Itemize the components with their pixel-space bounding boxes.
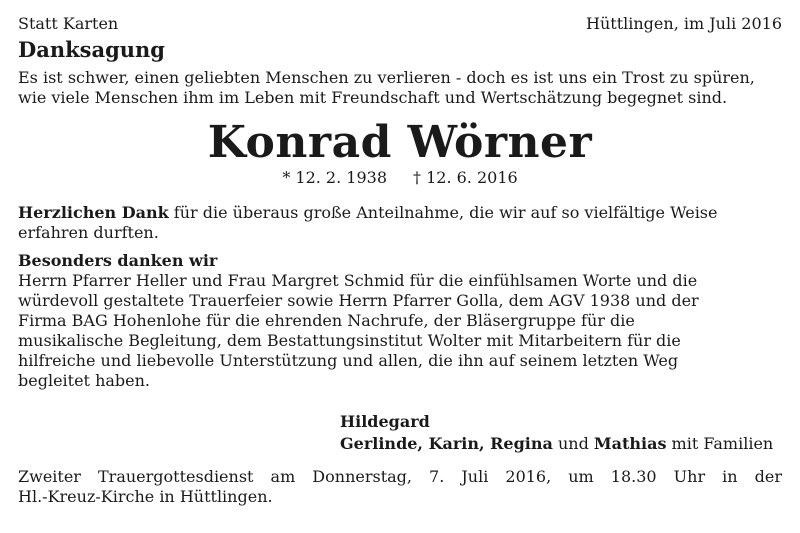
thanks-bold: Herzlichen Dank <box>18 203 169 222</box>
signature-line <box>340 433 782 455</box>
intro-text <box>18 68 782 108</box>
thanks-text: für die überaus große Anteilnahme, die wir auf so vielfältige Weise <box>168 203 718 222</box>
intro-line: wie viele Menschen ihm im Leben mit Freundschaft und Wertschätzung begegnet sind. <box>18 88 728 107</box>
top-line <box>18 14 782 34</box>
special-thanks-line: hilfreiche und liebevolle Unterstützung und allen, die ihn auf seinem letzten Weg <box>18 351 679 370</box>
birth-date: * 12. 2. 1938 <box>282 168 387 187</box>
notice-heading: Danksagung <box>18 37 165 62</box>
service-line: Hl.-Kreuz-Kirche in Hüttlingen. <box>18 487 273 506</box>
life-dates <box>18 168 782 188</box>
deceased-name: Konrad Wörner <box>207 117 593 168</box>
special-thanks-line: Herrn Pfarrer Heller und Frau Margret Schmid für die einfühlsamen Worte und die <box>18 271 698 290</box>
obituary-notice <box>18 14 782 520</box>
signature-name: Hildegard <box>340 412 430 431</box>
thanks-line: erfahren durften. <box>18 223 159 242</box>
notice-type-label: Statt Karten <box>18 14 119 33</box>
service-line: Zweiter Trauergottesdienst am Donnerstag, 7. Juli 2016, um 18.30 Uhr in der <box>18 467 782 486</box>
signature-names: Gerlinde, Karin, Regina <box>340 434 553 453</box>
service-announcement <box>18 467 782 507</box>
death-date: † 12. 6. 2016 <box>413 168 518 187</box>
special-thanks-line: würdevoll gestaltete Trauerfeier sowie Herrn Pfarrer Golla, dem AGV 1938 und der <box>18 291 699 310</box>
thanks-line <box>18 203 782 223</box>
intro-line: Es ist schwer, einen geliebten Menschen zu verlieren - doch es ist uns ein Trost zu spüren, <box>18 68 755 87</box>
special-thanks-line: Firma BAG Hohenlohe für die ehrenden Nachrufe, der Bläsergruppe für die <box>18 311 635 330</box>
signature-block <box>340 411 782 455</box>
signature-suffix: mit Familien <box>666 434 774 453</box>
signature-und: und <box>552 434 594 453</box>
special-thanks-heading <box>18 251 782 271</box>
place-date-label: Hüttlingen, im Juli 2016 <box>586 14 782 33</box>
signature-name-mathias: Mathias <box>593 434 667 453</box>
special-thanks-line: musikalische Begleitung, dem Bestattungsinstitut Wolter mit Mitarbeitern für die <box>18 331 681 350</box>
special-thanks-paragraph <box>18 251 782 391</box>
signature-line <box>340 411 782 433</box>
special-thanks-line: begleitet haben. <box>18 371 151 390</box>
thanks-paragraph <box>18 203 782 243</box>
special-thanks-heading-text: Besonders danken wir <box>18 251 218 270</box>
